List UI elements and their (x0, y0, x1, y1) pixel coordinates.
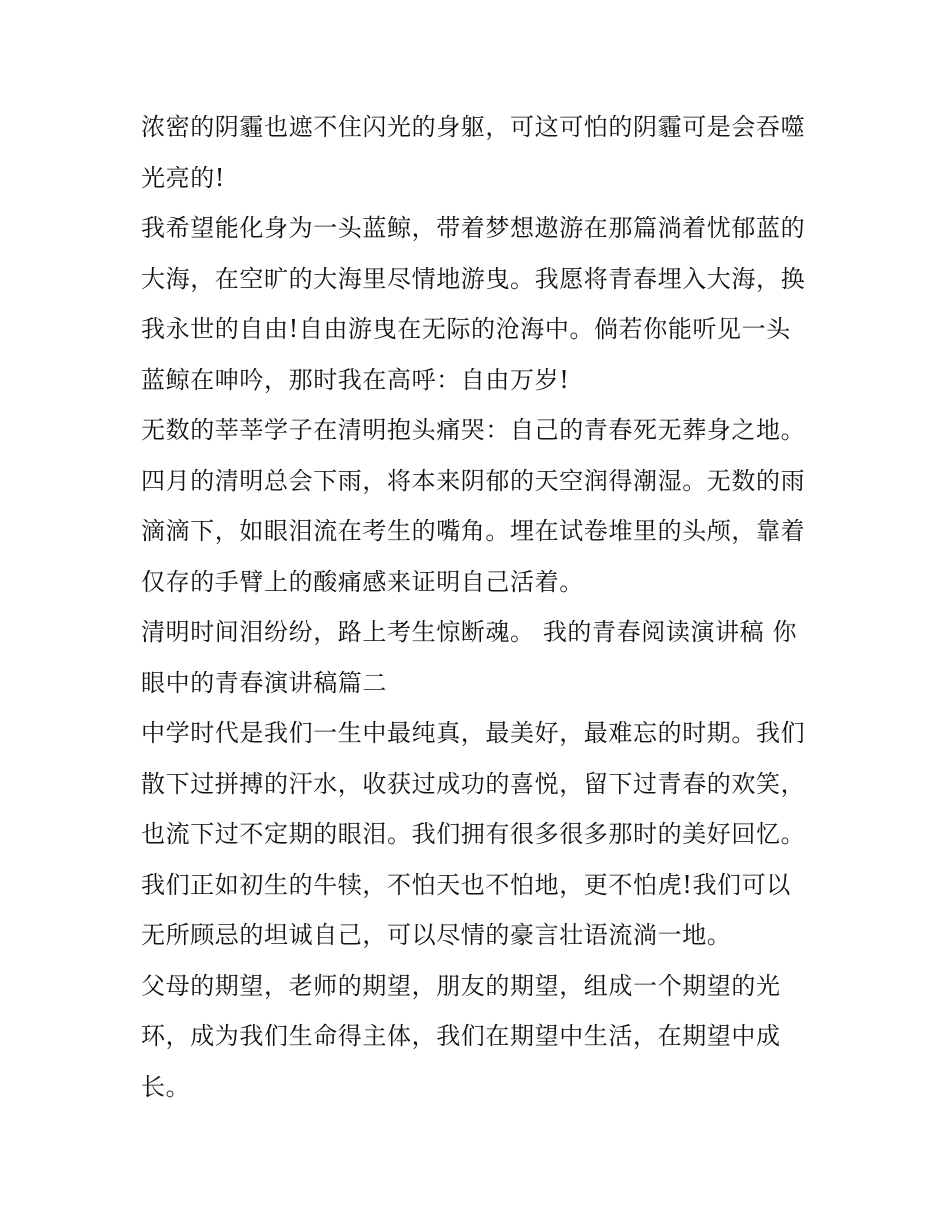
text-line: 四月的清明总会下雨，将本来阴郁的天空润得潮湿。无数的雨 (141, 466, 806, 495)
text-line: 光亮的! (141, 163, 226, 192)
text-line: 无数的莘莘学子在清明抱头痛哭：自己的青春死无葬身之地。 (141, 416, 806, 444)
text-line: 散下过拼搏的汗水，收获过成功的喜悦，留下过青春的欢笑， (141, 769, 806, 798)
text-line: 长。 (141, 1072, 191, 1101)
text-line: 无所顾忌的坦诚自己，可以尽情的豪言壮语流淌一地。 (141, 921, 732, 949)
text-line: 我们正如初生的牛犊，不怕天也不怕地，更不怕虎!我们可以 (141, 870, 791, 899)
text-line: 清明时间泪纷纷，路上考生惊断魂。 我的青春阅读演讲稿 你 (141, 618, 798, 646)
text-line: 大海，在空旷的大海里尽情地游曳。我愿将青春埋入大海，换 (141, 264, 806, 293)
text-line: 环，成为我们生命得主体，我们在期望中生活，在期望中成 (141, 1022, 781, 1050)
text-line: 也流下过不定期的眼泪。我们拥有很多很多那时的美好回忆。 (141, 820, 806, 848)
document-body (141, 102, 821, 1112)
text-line: 滴滴下，如眼泪流在考生的嘴角。埋在试卷堆里的头颅，靠着 (141, 517, 806, 545)
text-line: 我永世的自由!自由游曳在无际的沧海中。倘若你能听见一头 (141, 315, 791, 343)
text-line: 父母的期望，老师的期望，朋友的期望，组成一个期望的光 (141, 971, 781, 1000)
text-line: 蓝鲸在呻吟，那时我在高呼：自由万岁! (141, 365, 570, 394)
text-line: 中学时代是我们一生中最纯真，最美好，最难忘的时期。我们 (141, 719, 806, 747)
text-line: 仅存的手臂上的酸痛感来证明自己活着。 (141, 567, 584, 596)
text-line: 浓密的阴霾也遮不住闪光的身躯，可这可怕的阴霾可是会吞噬 (141, 113, 806, 141)
text-line: 眼中的青春演讲稿篇二 (141, 668, 387, 697)
text-line: 我希望能化身为一头蓝鲸，带着梦想遨游在那篇淌着忧郁蓝的 (141, 214, 806, 242)
